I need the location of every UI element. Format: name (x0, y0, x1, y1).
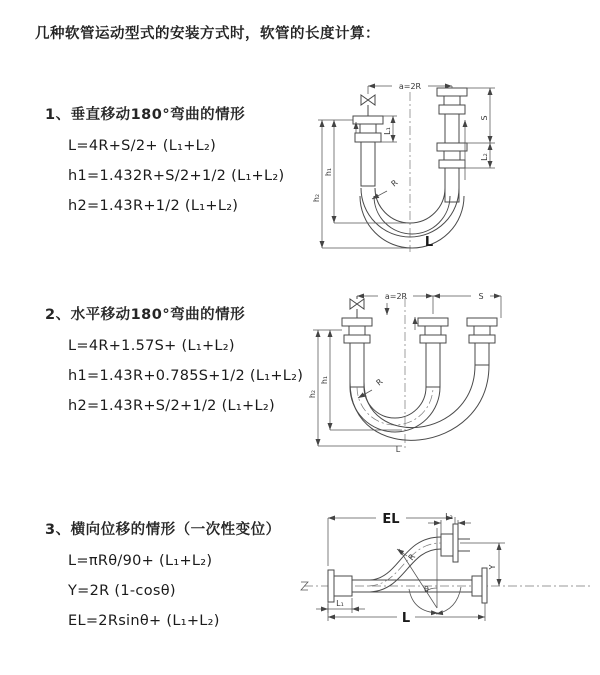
radius-label: R (389, 178, 400, 189)
formula-line: L=4R+1.57S+ (L₁+L₂) (68, 338, 235, 354)
dim-label-h2: h₂ (308, 389, 317, 399)
valve-icon (361, 95, 375, 105)
valve-icon (350, 299, 364, 309)
right-flange (472, 568, 487, 603)
dim-label-h1: h₁ (320, 375, 329, 385)
section-3-heading: 3、横向位移的情形（一次性变位） (45, 522, 281, 538)
dim-label-h2: h₂ (312, 193, 321, 203)
dim-label-l2: L₂ (445, 512, 453, 521)
page-title: 几种软管运动型式的安装方式时，软管的长度计算： (35, 26, 380, 42)
section-2-formulas (68, 331, 303, 421)
formula-line: h1=1.432R+S/2+1/2 (L₁+L₂) (68, 168, 285, 184)
hose-s-curve (369, 537, 441, 592)
diagram-vertical-180-bend (312, 70, 590, 262)
dim-label-l1: L₁ (336, 599, 344, 608)
radius-label: R (406, 552, 418, 563)
dim-label-l: L (401, 611, 411, 626)
formula-line: L=4R+S/2+ (L₁+L₂) (68, 138, 217, 154)
dim-label-el: EL (382, 512, 400, 527)
dim-label-s: S (478, 292, 484, 301)
length-label: L (424, 235, 434, 250)
dim-label-a2r: a=2R (398, 82, 422, 91)
dim-label-y: Y (488, 564, 497, 570)
angle-label: θ (424, 585, 429, 594)
dim-label-l1: L₁ (383, 127, 392, 135)
diagram-lateral-displacement (298, 502, 600, 660)
section-1-formulas (68, 131, 284, 221)
middle-pipe-fitting (418, 318, 448, 387)
dim-label-h1: h₁ (324, 167, 333, 177)
formula-line: EL=2Rsinθ+ (L₁+L₂) (68, 613, 220, 629)
dim-label-s: S (480, 115, 489, 121)
shifted-pipe-fitting (467, 318, 497, 365)
formula-line: h2=1.43R+S/2+1/2 (L₁+L₂) (68, 398, 275, 414)
section-1-heading: 1、垂直移动180°弯曲的情形 (45, 107, 246, 123)
hose-u-bend (350, 365, 489, 440)
dim-label-a2r: a=2R (384, 292, 408, 301)
section-2-heading: 2、水平移动180°弯曲的情形 (45, 307, 246, 323)
radius-label: R (374, 377, 385, 388)
formula-line: h1=1.43R+0.785S+1/2 (L₁+L₂) (68, 368, 304, 384)
dim-label-l2: L₂ (480, 153, 489, 161)
diagram-horizontal-180-bend (308, 282, 600, 467)
left-pipe-fitting (353, 116, 383, 186)
section-horizontal-movement (45, 303, 303, 421)
formula-line: Y=2R (1-cosθ) (68, 583, 176, 599)
section-lateral-displacement (45, 518, 281, 636)
formula-line: L=πRθ/90+ (L₁+L₂) (68, 553, 213, 569)
left-pipe-fitting (342, 318, 372, 387)
formula-line: h2=1.43R+1/2 (L₁+L₂) (68, 198, 239, 214)
length-label: L (395, 445, 401, 454)
section-3-formulas (68, 546, 281, 636)
right-pipe-fitting (437, 88, 467, 202)
left-flange (328, 570, 352, 602)
section-vertical-movement (45, 103, 284, 221)
